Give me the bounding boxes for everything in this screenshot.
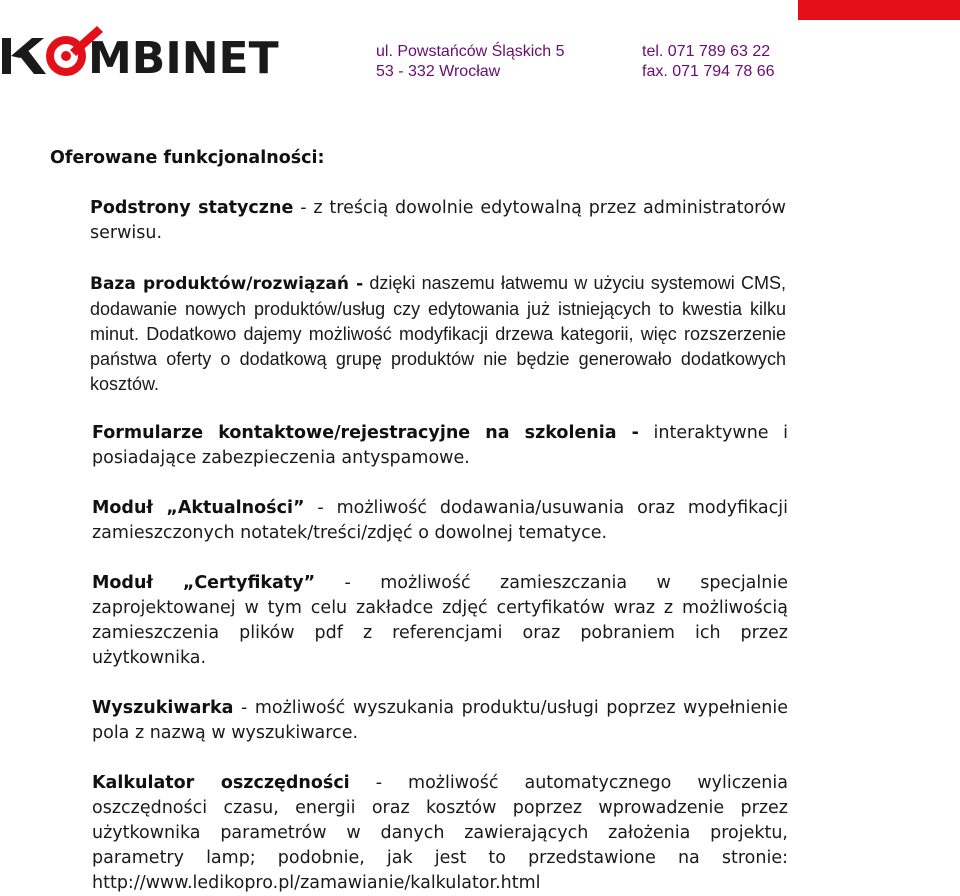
feature-text: - możliwość wyszukania produktu/usługi poprzez wypełnienie pola z nazwą w wyszukiwarce. [92, 698, 788, 743]
feature-title: Wyszukiwarka [92, 698, 234, 718]
address-street: ul. Powstańców Śląskich 5 [376, 43, 565, 60]
feature-text: - z treścią dowolnie edytowalną przez administratorów serwisu. [90, 198, 786, 243]
feature-text: dzięki naszemu łatwemu w użyciu systemowi CMS, dodawanie nowych produktów/usług czy edytowania już istniejących to kwestia kilku minut. Dodatkowo dajemy możliwość modyfikacji drzewa kategorii, więc rozszerzenie państwa oferty o dodatkową grupę produktów nie będzie generowało dodatkowych kosztów. [90, 273, 786, 394]
feature-title: Baza produktów/rozwiązań - [90, 274, 364, 294]
feature-text: - możliwość automatycznego wyliczenia oszczędności czasu, energii oraz kosztów poprzez wprowadzenie przez użytkownika parametrów w danych zawierających założenia projektu, parametry lamp; podobnie, jak jest to przedstawione na stronie: http://www.ledikopro.pl/zamawianie/kalkulator.html [92, 773, 788, 893]
feature-static-pages [90, 196, 786, 246]
feature-text: - możliwość dodawania/usuwania oraz modyfikacji zamieszczonych notatek/treści/zdjęć o dowolnej tematyce. [92, 498, 788, 543]
feature-title: Moduł „Certyfikaty” [92, 573, 316, 593]
feature-text: - możliwość zamieszczania w specjalnie zaprojektowanej w tym celu zakładce zdjęć certyfikatów wraz z możliwością zamieszczenia plików pdf z referencjami oraz pobraniem ich przez użytkownika. [92, 573, 788, 668]
address-city: 53 - 332 Wrocław [376, 63, 501, 80]
feature-text: interaktywne i posiadające zabezpieczenia antyspamowe. [92, 423, 788, 468]
feature-title: Kalkulator oszczędności [92, 773, 350, 793]
feature-savings-calculator [92, 771, 788, 896]
fax-number: fax. 071 794 78 66 [642, 63, 775, 80]
feature-news-module [92, 496, 788, 546]
feature-title: Podstrony statyczne [90, 198, 294, 218]
address-block [376, 42, 565, 82]
feature-forms [92, 421, 788, 471]
feature-product-database [90, 271, 786, 397]
feature-title: Moduł „Aktualności” [92, 498, 305, 518]
kombinet-logo [0, 26, 340, 80]
logo-wordmark: MBINET [88, 33, 279, 80]
feature-certificates-module [92, 571, 788, 671]
phone-block [642, 42, 775, 82]
phone-number: tel. 071 789 63 22 [642, 43, 771, 60]
section-heading: Oferowane funkcjonalności: [50, 148, 325, 168]
feature-search [92, 696, 788, 746]
top-accent-bar [798, 0, 960, 20]
feature-title: Formularze kontaktowe/rejestracyjne na szkolenia - [92, 423, 639, 443]
